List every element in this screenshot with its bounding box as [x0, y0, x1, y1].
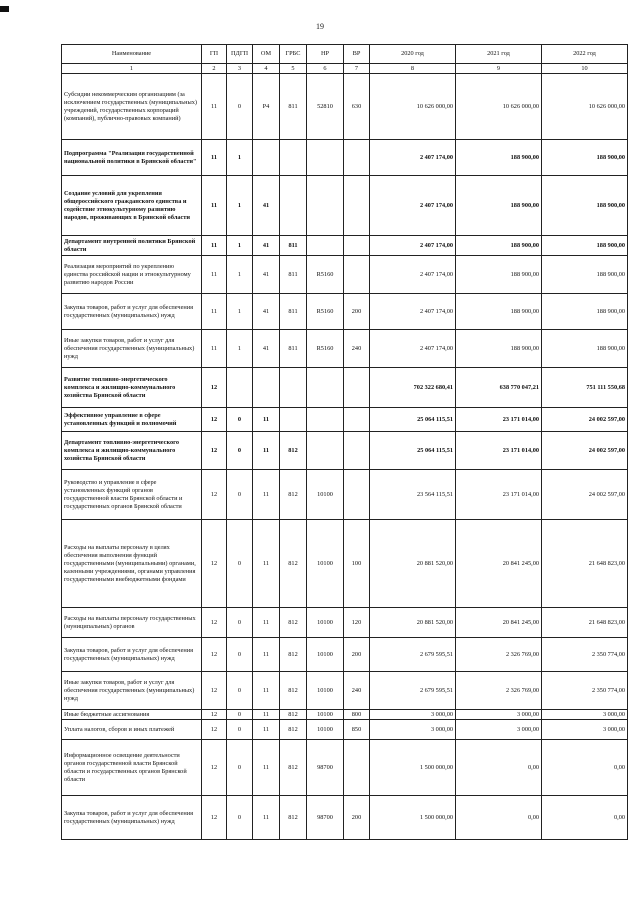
table-row — [62, 74, 628, 140]
row-amount-2021: 20 841 245,00 — [456, 608, 542, 638]
row-nr: R5160 — [307, 294, 344, 330]
row-vr: 240 — [344, 330, 370, 368]
row-om: 11 — [253, 470, 280, 520]
column-number: 1 — [62, 64, 202, 74]
table-row — [62, 176, 628, 236]
row-amount-2020: 25 064 115,51 — [370, 408, 456, 432]
row-name: Департамент внутренней политики Брянской области — [62, 236, 202, 256]
row-amount-2020: 3 000,00 — [370, 720, 456, 740]
row-amount-2021: 23 171 014,00 — [456, 432, 542, 470]
column-number: 5 — [280, 64, 307, 74]
column-header: ВР — [344, 45, 370, 64]
row-amount-2022: 188 900,00 — [542, 140, 628, 176]
column-header: ПДГП — [227, 45, 253, 64]
row-amount-2020: 2 407 174,00 — [370, 294, 456, 330]
row-grbs — [280, 368, 307, 408]
row-amount-2022: 24 002 597,00 — [542, 408, 628, 432]
row-name: Информационное освещение деятельности органов государственной власти Брянской области и государственных органов Брянской области — [62, 740, 202, 796]
row-vr — [344, 740, 370, 796]
row-om: 11 — [253, 710, 280, 720]
table-row — [62, 330, 628, 368]
row-vr — [344, 256, 370, 294]
row-gp: 12 — [202, 470, 227, 520]
row-name: Департамент топливно-энергетического комплекса и жилищно-коммунального хозяйства Брянской области — [62, 432, 202, 470]
row-pdgp: 1 — [227, 236, 253, 256]
row-amount-2020: 3 000,00 — [370, 710, 456, 720]
row-grbs: 812 — [280, 710, 307, 720]
table-row — [62, 236, 628, 256]
row-gp: 12 — [202, 796, 227, 840]
table-row — [62, 140, 628, 176]
column-number: 8 — [370, 64, 456, 74]
row-amount-2022: 188 900,00 — [542, 294, 628, 330]
row-amount-2021: 638 770 047,21 — [456, 368, 542, 408]
row-name: Эффективное управление в сфере установленных функций и полномочий — [62, 408, 202, 432]
column-header: 2021 год — [456, 45, 542, 64]
row-om: 11 — [253, 638, 280, 672]
row-pdgp: 1 — [227, 140, 253, 176]
row-nr: 10100 — [307, 520, 344, 608]
row-om: 11 — [253, 432, 280, 470]
row-nr — [307, 176, 344, 236]
column-header: ГП — [202, 45, 227, 64]
row-amount-2022: 3 000,00 — [542, 710, 628, 720]
row-amount-2021: 10 626 000,00 — [456, 74, 542, 140]
row-grbs: 811 — [280, 256, 307, 294]
row-gp: 12 — [202, 432, 227, 470]
row-amount-2021: 3 000,00 — [456, 710, 542, 720]
row-amount-2022: 188 900,00 — [542, 176, 628, 236]
row-om: 11 — [253, 720, 280, 740]
column-number: 3 — [227, 64, 253, 74]
row-vr — [344, 368, 370, 408]
row-vr — [344, 470, 370, 520]
row-grbs: 812 — [280, 796, 307, 840]
row-pdgp: 0 — [227, 408, 253, 432]
table-row — [62, 608, 628, 638]
row-gp: 11 — [202, 140, 227, 176]
row-gp: 12 — [202, 408, 227, 432]
row-amount-2020: 2 679 595,51 — [370, 672, 456, 710]
column-header: НР — [307, 45, 344, 64]
row-name: Руководство и управление в сфере установленных функций органов государственной власти Брянской области и государственных органов Брянской области — [62, 470, 202, 520]
row-vr — [344, 176, 370, 236]
row-amount-2022: 188 900,00 — [542, 236, 628, 256]
row-pdgp: 0 — [227, 796, 253, 840]
row-pdgp: 0 — [227, 520, 253, 608]
row-amount-2022: 188 900,00 — [542, 330, 628, 368]
column-number-row — [62, 64, 628, 74]
row-name: Иные бюджетные ассигнования — [62, 710, 202, 720]
row-gp: 11 — [202, 330, 227, 368]
row-om — [253, 140, 280, 176]
table-row — [62, 520, 628, 608]
row-om: 11 — [253, 740, 280, 796]
row-gp: 12 — [202, 740, 227, 796]
column-number: 2 — [202, 64, 227, 74]
table-body — [62, 74, 628, 840]
row-name: Иные закупки товаров, работ и услуг для обеспечения государственных (муниципальных) нужд — [62, 672, 202, 710]
row-pdgp: 1 — [227, 330, 253, 368]
row-om: 11 — [253, 608, 280, 638]
row-vr: 800 — [344, 710, 370, 720]
row-amount-2022: 0,00 — [542, 796, 628, 840]
row-om: 11 — [253, 520, 280, 608]
row-amount-2020: 23 564 115,51 — [370, 470, 456, 520]
row-nr: 10100 — [307, 470, 344, 520]
column-number: 6 — [307, 64, 344, 74]
row-nr: 10100 — [307, 608, 344, 638]
row-nr — [307, 140, 344, 176]
row-amount-2022: 3 000,00 — [542, 720, 628, 740]
row-amount-2022: 751 111 550,68 — [542, 368, 628, 408]
row-amount-2021: 188 900,00 — [456, 236, 542, 256]
row-gp: 11 — [202, 236, 227, 256]
row-pdgp: 0 — [227, 720, 253, 740]
row-om: Р4 — [253, 74, 280, 140]
row-amount-2020: 1 500 000,00 — [370, 796, 456, 840]
row-gp: 12 — [202, 520, 227, 608]
row-amount-2020: 2 407 174,00 — [370, 236, 456, 256]
row-grbs: 812 — [280, 740, 307, 796]
row-om: 11 — [253, 796, 280, 840]
row-amount-2020: 2 407 174,00 — [370, 256, 456, 294]
table-row — [62, 720, 628, 740]
row-name: Иные закупки товаров, работ и услуг для обеспечения государственных (муниципальных) нужд — [62, 330, 202, 368]
row-name: Развитие топливно-энергетического комплекса и жилищно-коммунального хозяйства Брянской области — [62, 368, 202, 408]
row-name: Реализация мероприятий по укреплению единства российской нации и этнокультурному развитию народов России — [62, 256, 202, 294]
column-number: 7 — [344, 64, 370, 74]
row-pdgp: 0 — [227, 710, 253, 720]
row-vr: 240 — [344, 672, 370, 710]
row-vr — [344, 408, 370, 432]
row-name: Расходы на выплаты персоналу в целях обеспечения выполнения функций государственными (муниципальными) органами, казенными учреждениями, органами управления государственными внебюджетными фондами — [62, 520, 202, 608]
row-grbs — [280, 408, 307, 432]
row-pdgp: 1 — [227, 176, 253, 236]
table-row — [62, 294, 628, 330]
table-row — [62, 256, 628, 294]
budget-table — [61, 44, 628, 840]
row-gp: 12 — [202, 710, 227, 720]
column-header: 2020 год — [370, 45, 456, 64]
row-amount-2022: 24 002 597,00 — [542, 470, 628, 520]
row-vr: 200 — [344, 294, 370, 330]
row-amount-2022: 21 648 823,00 — [542, 608, 628, 638]
row-gp: 12 — [202, 720, 227, 740]
row-nr: 98700 — [307, 796, 344, 840]
row-gp: 12 — [202, 368, 227, 408]
table-row — [62, 740, 628, 796]
row-amount-2020: 20 881 520,00 — [370, 608, 456, 638]
row-grbs: 812 — [280, 720, 307, 740]
row-amount-2021: 188 900,00 — [456, 294, 542, 330]
row-om: 11 — [253, 672, 280, 710]
row-pdgp: 0 — [227, 740, 253, 796]
row-nr — [307, 368, 344, 408]
row-amount-2022: 0,00 — [542, 740, 628, 796]
row-om: 41 — [253, 236, 280, 256]
row-gp: 11 — [202, 294, 227, 330]
row-amount-2022: 188 900,00 — [542, 256, 628, 294]
row-gp: 11 — [202, 74, 227, 140]
row-nr: 10100 — [307, 710, 344, 720]
table-row — [62, 796, 628, 840]
row-om: 41 — [253, 256, 280, 294]
row-vr: 120 — [344, 608, 370, 638]
table-row — [62, 368, 628, 408]
row-pdgp: 0 — [227, 470, 253, 520]
row-pdgp: 0 — [227, 672, 253, 710]
row-nr: 98700 — [307, 740, 344, 796]
row-grbs: 812 — [280, 520, 307, 608]
row-name: Расходы на выплаты персоналу государственных (муниципальных) органов — [62, 608, 202, 638]
row-amount-2020: 2 407 174,00 — [370, 330, 456, 368]
column-number: 9 — [456, 64, 542, 74]
column-header: 2022 год — [542, 45, 628, 64]
row-grbs: 812 — [280, 672, 307, 710]
row-vr: 200 — [344, 638, 370, 672]
row-pdgp — [227, 368, 253, 408]
row-vr: 100 — [344, 520, 370, 608]
row-nr: 52810 — [307, 74, 344, 140]
row-pdgp: 0 — [227, 74, 253, 140]
row-name: Подпрограмма "Реализация государственной национальной политики в Брянской области" — [62, 140, 202, 176]
row-grbs: 812 — [280, 432, 307, 470]
row-gp: 12 — [202, 608, 227, 638]
table-row — [62, 710, 628, 720]
column-header: Наименование — [62, 45, 202, 64]
row-amount-2022: 24 002 597,00 — [542, 432, 628, 470]
row-pdgp: 1 — [227, 256, 253, 294]
row-om: 41 — [253, 294, 280, 330]
row-pdgp: 0 — [227, 608, 253, 638]
scan-corner-mark — [0, 6, 9, 12]
row-amount-2021: 23 171 014,00 — [456, 470, 542, 520]
column-header: ОМ — [253, 45, 280, 64]
row-vr — [344, 140, 370, 176]
row-amount-2022: 2 350 774,00 — [542, 638, 628, 672]
row-amount-2021: 0,00 — [456, 796, 542, 840]
row-vr — [344, 236, 370, 256]
row-pdgp: 0 — [227, 638, 253, 672]
row-amount-2021: 20 841 245,00 — [456, 520, 542, 608]
row-grbs: 811 — [280, 294, 307, 330]
row-name: Закупка товаров, работ и услуг для обеспечения государственных (муниципальных) нужд — [62, 638, 202, 672]
row-amount-2020: 2 679 595,51 — [370, 638, 456, 672]
row-amount-2020: 25 064 115,51 — [370, 432, 456, 470]
row-nr: 10100 — [307, 638, 344, 672]
row-nr: R5160 — [307, 256, 344, 294]
row-amount-2021: 23 171 014,00 — [456, 408, 542, 432]
row-grbs — [280, 176, 307, 236]
column-number: 10 — [542, 64, 628, 74]
row-name: Уплата налогов, сборов и иных платежей — [62, 720, 202, 740]
row-om — [253, 368, 280, 408]
row-pdgp: 0 — [227, 432, 253, 470]
row-nr: 10100 — [307, 720, 344, 740]
row-gp: 11 — [202, 256, 227, 294]
row-om: 11 — [253, 408, 280, 432]
row-grbs: 812 — [280, 470, 307, 520]
row-amount-2021: 2 326 769,00 — [456, 638, 542, 672]
row-om: 41 — [253, 330, 280, 368]
row-grbs — [280, 140, 307, 176]
row-vr — [344, 432, 370, 470]
row-amount-2022: 2 350 774,00 — [542, 672, 628, 710]
row-om: 41 — [253, 176, 280, 236]
row-vr: 850 — [344, 720, 370, 740]
row-gp: 12 — [202, 672, 227, 710]
table-row — [62, 432, 628, 470]
row-gp: 12 — [202, 638, 227, 672]
row-grbs: 812 — [280, 638, 307, 672]
header-row — [62, 45, 628, 64]
row-amount-2020: 2 407 174,00 — [370, 176, 456, 236]
row-amount-2020: 10 626 000,00 — [370, 74, 456, 140]
row-amount-2021: 188 900,00 — [456, 330, 542, 368]
row-amount-2021: 2 326 769,00 — [456, 672, 542, 710]
row-vr: 200 — [344, 796, 370, 840]
table-row — [62, 638, 628, 672]
row-name: Субсидии некоммерческим организациям (за исключением государственных (муниципальных) учреждений, государственных корпораций (компаний), публично-правовых компаний) — [62, 74, 202, 140]
row-nr: R5160 — [307, 330, 344, 368]
row-amount-2022: 21 648 823,00 — [542, 520, 628, 608]
row-nr — [307, 408, 344, 432]
table-row — [62, 470, 628, 520]
row-amount-2022: 10 626 000,00 — [542, 74, 628, 140]
row-gp: 11 — [202, 176, 227, 236]
row-grbs: 811 — [280, 74, 307, 140]
column-number: 4 — [253, 64, 280, 74]
row-grbs: 811 — [280, 330, 307, 368]
row-grbs: 812 — [280, 608, 307, 638]
row-pdgp: 1 — [227, 294, 253, 330]
row-amount-2021: 0,00 — [456, 740, 542, 796]
table-row — [62, 408, 628, 432]
row-amount-2020: 1 500 000,00 — [370, 740, 456, 796]
row-amount-2021: 188 900,00 — [456, 256, 542, 294]
row-nr — [307, 236, 344, 256]
column-header: ГРБС — [280, 45, 307, 64]
row-amount-2020: 2 407 174,00 — [370, 140, 456, 176]
row-name: Закупка товаров, работ и услуг для обеспечения государственных (муниципальных) нужд — [62, 796, 202, 840]
row-vr: 630 — [344, 74, 370, 140]
row-amount-2020: 20 881 520,00 — [370, 520, 456, 608]
row-amount-2020: 702 322 680,41 — [370, 368, 456, 408]
row-nr — [307, 432, 344, 470]
row-name: Создание условий для укрепления общероссийского гражданского единства и содействие этнокультурному развитию народов, проживающих в Брянской области — [62, 176, 202, 236]
row-name: Закупка товаров, работ и услуг для обеспечения государственных (муниципальных) нужд — [62, 294, 202, 330]
page-number: 19 — [316, 22, 324, 31]
row-amount-2021: 3 000,00 — [456, 720, 542, 740]
row-amount-2021: 188 900,00 — [456, 176, 542, 236]
table-row — [62, 672, 628, 710]
row-grbs: 811 — [280, 236, 307, 256]
row-nr: 10100 — [307, 672, 344, 710]
row-amount-2021: 188 900,00 — [456, 140, 542, 176]
